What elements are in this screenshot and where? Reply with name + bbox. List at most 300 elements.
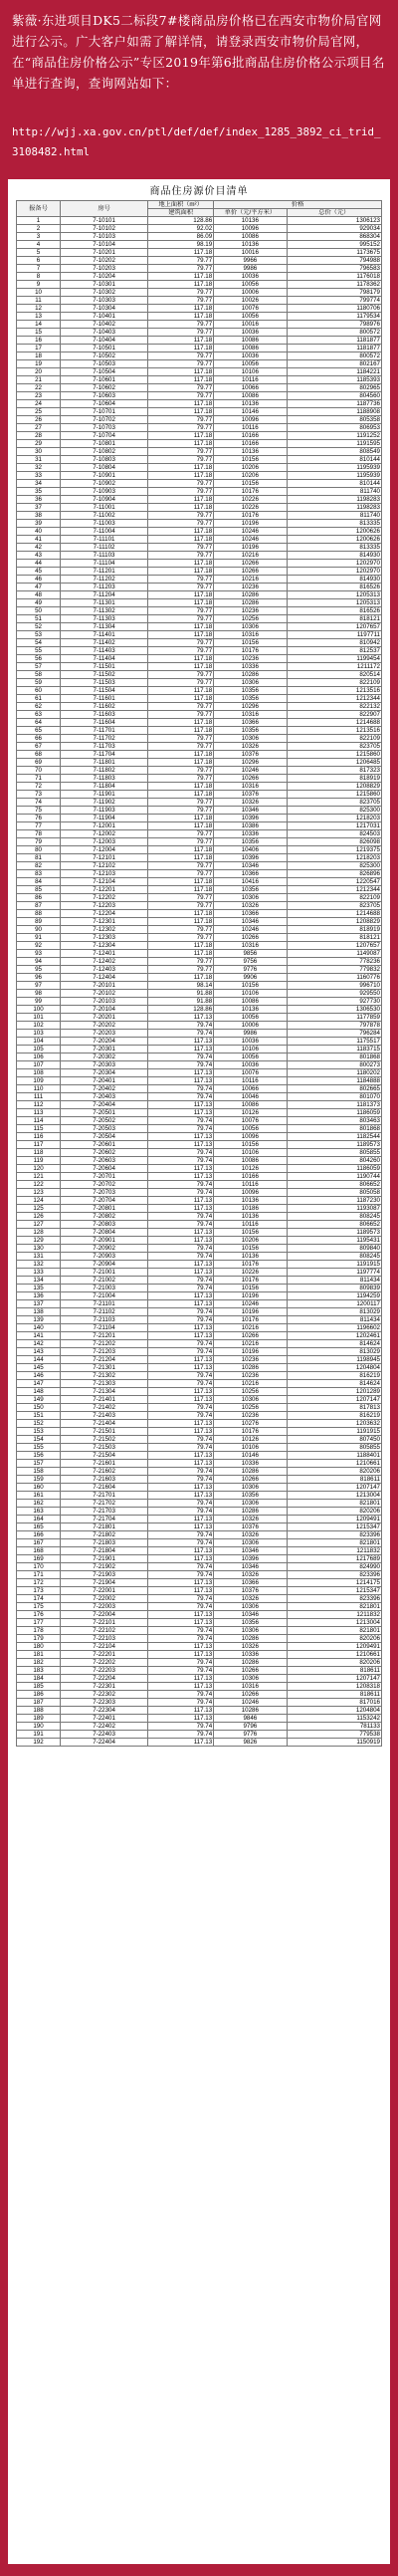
table-row	[17, 655, 382, 663]
cell-area: 117.18	[148, 376, 214, 384]
cell-total-price: 1184888	[287, 1077, 381, 1085]
cell-room: 7-22204	[61, 1675, 148, 1683]
table-row	[17, 743, 382, 751]
cell-total-price: 813029	[287, 1348, 381, 1356]
cell-unit-price: 9796	[214, 1723, 287, 1731]
cell-unit-price: 10266	[214, 1691, 287, 1699]
table-row	[17, 1667, 382, 1675]
cell-area: 117.18	[148, 974, 214, 982]
cell-room: 7-12304	[61, 942, 148, 950]
cell-unit-price: 10256	[214, 1404, 287, 1412]
cell-unit-price: 10216	[214, 1340, 287, 1348]
cell-room: 7-21604	[61, 1484, 148, 1492]
table-row	[17, 1356, 382, 1364]
cell-total-price: 824503	[287, 830, 381, 838]
cell-room: 7-20902	[61, 1245, 148, 1253]
cell-seq: 108	[17, 1069, 61, 1077]
cell-seq: 79	[17, 838, 61, 846]
cell-total-price: 1183715	[287, 1046, 381, 1054]
cell-total-price: 1202970	[287, 560, 381, 568]
cell-area: 79.77	[148, 321, 214, 329]
cell-unit-price: 10326	[214, 902, 287, 910]
table-row	[17, 639, 382, 647]
cell-room: 7-11803	[61, 775, 148, 783]
cell-area: 117.18	[148, 822, 214, 830]
cell-area: 79.74	[148, 1277, 214, 1285]
cell-total-price: 810144	[287, 456, 381, 464]
table-row	[17, 217, 382, 225]
cell-area: 79.77	[148, 894, 214, 902]
cell-total-price: 818121	[287, 934, 381, 942]
cell-seq: 88	[17, 910, 61, 918]
cell-area: 79.74	[148, 1380, 214, 1388]
cell-room: 7-21201	[61, 1332, 148, 1340]
table-row	[17, 910, 382, 918]
cell-area: 79.74	[148, 1245, 214, 1253]
table-row	[17, 1683, 382, 1691]
cell-area: 98.19	[148, 241, 214, 249]
cell-area: 117.18	[148, 464, 214, 472]
cell-unit-price: 10106	[214, 990, 287, 998]
cell-area: 79.77	[148, 512, 214, 520]
table-row	[17, 1516, 382, 1523]
cell-area: 79.77	[148, 735, 214, 743]
table-row	[17, 759, 382, 767]
cell-room: 7-22202	[61, 1659, 148, 1667]
table-row	[17, 257, 382, 265]
cell-total-price: 1153242	[287, 1715, 381, 1723]
cell-total-price: 1213004	[287, 1619, 381, 1627]
cell-unit-price: 10106	[214, 368, 287, 376]
cell-unit-price: 10076	[214, 1069, 287, 1077]
cell-total-price: 813335	[287, 520, 381, 528]
cell-seq: 180	[17, 1643, 61, 1651]
cell-seq: 187	[17, 1699, 61, 1707]
cell-unit-price: 10376	[214, 791, 287, 799]
cell-room: 7-21204	[61, 1356, 148, 1364]
cell-area: 117.18	[148, 663, 214, 671]
table-row	[17, 1563, 382, 1571]
cell-unit-price: 10216	[214, 1380, 287, 1388]
cell-total-price: 1208829	[287, 918, 381, 926]
cell-seq: 17	[17, 345, 61, 352]
cell-room: 7-12104	[61, 878, 148, 886]
cell-unit-price: 10116	[214, 1221, 287, 1229]
cell-room: 7-21404	[61, 1420, 148, 1428]
cell-room: 7-21304	[61, 1388, 148, 1396]
cell-area: 79.77	[148, 902, 214, 910]
cell-total-price: 1215347	[287, 1587, 381, 1595]
cell-area: 117.13	[148, 1173, 214, 1181]
header-area: 建筑面积	[148, 209, 214, 217]
cell-total-price: 822109	[287, 735, 381, 743]
cell-seq: 94	[17, 958, 61, 966]
cell-seq: 41	[17, 536, 61, 544]
cell-unit-price: 10246	[214, 926, 287, 934]
cell-unit-price: 10136	[214, 400, 287, 408]
cell-room: 7-10604	[61, 400, 148, 408]
cell-area: 117.18	[148, 631, 214, 639]
header-area-group: 地上面积（m²）	[148, 201, 214, 209]
cell-unit-price: 10246	[214, 767, 287, 775]
table-row	[17, 1691, 382, 1699]
table-row	[17, 376, 382, 384]
table-row	[17, 1277, 382, 1285]
cell-unit-price: 10066	[214, 384, 287, 392]
cell-room: 7-12101	[61, 854, 148, 862]
cell-unit-price: 10316	[214, 783, 287, 791]
cell-area: 79.77	[148, 607, 214, 615]
cell-total-price: 1207147	[287, 1484, 381, 1492]
cell-area: 117.18	[148, 472, 214, 480]
cell-seq: 144	[17, 1356, 61, 1364]
table-row	[17, 1085, 382, 1093]
cell-unit-price: 10266	[214, 1332, 287, 1340]
cell-total-price: 1177859	[287, 1014, 381, 1022]
cell-unit-price: 10176	[214, 1277, 287, 1285]
table-row	[17, 552, 382, 560]
cell-room: 7-11904	[61, 815, 148, 822]
cell-unit-price: 10196	[214, 1308, 287, 1316]
cell-total-price: 1181877	[287, 337, 381, 345]
cell-area: 79.77	[148, 360, 214, 368]
cell-area: 79.77	[148, 958, 214, 966]
cell-unit-price: 10346	[214, 918, 287, 926]
cell-total-price: 814930	[287, 552, 381, 560]
cell-room: 7-21502	[61, 1436, 148, 1444]
cell-seq: 157	[17, 1460, 61, 1468]
table-row	[17, 392, 382, 400]
cell-area: 79.77	[148, 480, 214, 488]
cell-total-price: 781133	[287, 1723, 381, 1731]
cell-area: 117.18	[148, 727, 214, 735]
cell-total-price: 823705	[287, 902, 381, 910]
cell-total-price: 1203632	[287, 1420, 381, 1428]
table-row	[17, 424, 382, 432]
cell-unit-price: 10356	[214, 838, 287, 846]
cell-area: 117.13	[148, 1739, 214, 1747]
cell-area: 79.74	[148, 1476, 214, 1484]
cell-unit-price: 10056	[214, 1014, 287, 1022]
cell-area: 117.18	[148, 751, 214, 759]
cell-unit-price: 10156	[214, 982, 287, 990]
cell-total-price: 1207147	[287, 1396, 381, 1404]
cell-total-price: 809839	[287, 1285, 381, 1292]
table-row	[17, 1547, 382, 1555]
cell-total-price: 820206	[287, 1635, 381, 1643]
cell-area: 79.74	[148, 1149, 214, 1157]
cell-total-price: 821801	[287, 1627, 381, 1635]
cell-total-price: 814930	[287, 576, 381, 584]
cell-area: 117.13	[148, 1492, 214, 1500]
cell-area: 79.77	[148, 799, 214, 807]
cell-room: 7-11303	[61, 615, 148, 623]
cell-room: 7-11201	[61, 568, 148, 576]
cell-unit-price: 10316	[214, 1683, 287, 1691]
cell-unit-price: 10226	[214, 1269, 287, 1277]
cell-room: 7-21504	[61, 1452, 148, 1460]
cell-area: 117.18	[148, 560, 214, 568]
cell-room: 7-12404	[61, 974, 148, 982]
cell-room: 7-21401	[61, 1396, 148, 1404]
cell-total-price: 1198945	[287, 1356, 381, 1364]
cell-area: 79.74	[148, 1468, 214, 1476]
cell-total-price: 1180706	[287, 305, 381, 313]
cell-area: 117.13	[148, 1611, 214, 1619]
cell-total-price: 779832	[287, 966, 381, 974]
table-row	[17, 512, 382, 520]
cell-area: 79.74	[148, 1667, 214, 1675]
cell-area: 117.13	[148, 1332, 214, 1340]
cell-total-price: 814624	[287, 1380, 381, 1388]
cell-total-price: 1191595	[287, 440, 381, 448]
cell-total-price: 1218203	[287, 854, 381, 862]
cell-area: 117.18	[148, 408, 214, 416]
cell-seq: 109	[17, 1077, 61, 1085]
cell-area: 91.88	[148, 990, 214, 998]
cell-unit-price: 10136	[214, 241, 287, 249]
cell-total-price: 1213004	[287, 1492, 381, 1500]
cell-room: 7-10303	[61, 297, 148, 305]
cell-unit-price: 10106	[214, 1149, 287, 1157]
cell-seq: 178	[17, 1627, 61, 1635]
cell-unit-price: 9846	[214, 1715, 287, 1723]
cell-seq: 39	[17, 520, 61, 528]
cell-room: 7-22004	[61, 1611, 148, 1619]
table-row	[17, 591, 382, 599]
cell-total-price: 1191915	[287, 1428, 381, 1436]
table-row	[17, 560, 382, 568]
table-row	[17, 520, 382, 528]
cell-total-price: 1193087	[287, 1205, 381, 1213]
cell-unit-price: 10386	[214, 822, 287, 830]
cell-unit-price: 10296	[214, 759, 287, 767]
cell-room: 7-11404	[61, 655, 148, 663]
cell-unit-price: 10136	[214, 1006, 287, 1014]
cell-seq: 98	[17, 990, 61, 998]
cell-seq: 151	[17, 1412, 61, 1420]
cell-seq: 13	[17, 313, 61, 321]
cell-total-price: 804260	[287, 1157, 381, 1165]
cell-seq: 104	[17, 1038, 61, 1046]
header-unit-price: 单价（元/平方米）	[214, 209, 287, 217]
table-row	[17, 1261, 382, 1269]
cell-unit-price: 10306	[214, 623, 287, 631]
cell-unit-price: 10206	[214, 464, 287, 472]
cell-area: 79.77	[148, 966, 214, 974]
cell-total-price: 823396	[287, 1595, 381, 1603]
cell-total-price: 812537	[287, 647, 381, 655]
cell-room: 7-10801	[61, 440, 148, 448]
cell-room: 7-21601	[61, 1460, 148, 1468]
table-row	[17, 846, 382, 854]
cell-seq: 175	[17, 1603, 61, 1611]
table-row	[17, 1739, 382, 1747]
cell-area: 79.77	[148, 297, 214, 305]
cell-room: 7-12204	[61, 910, 148, 918]
cell-area: 117.13	[148, 1388, 214, 1396]
cell-seq: 57	[17, 663, 61, 671]
cell-unit-price: 10146	[214, 408, 287, 416]
cell-room: 7-20702	[61, 1181, 148, 1189]
cell-room: 7-10602	[61, 384, 148, 392]
cell-total-price: 1211832	[287, 1547, 381, 1555]
cell-seq: 77	[17, 822, 61, 830]
cell-unit-price: 10306	[214, 1500, 287, 1508]
cell-unit-price: 9756	[214, 958, 287, 966]
cell-unit-price: 10366	[214, 1579, 287, 1587]
cell-area: 79.74	[148, 1125, 214, 1133]
cell-area: 79.77	[148, 488, 214, 496]
cell-seq: 123	[17, 1189, 61, 1197]
cell-room: 7-21203	[61, 1348, 148, 1356]
cell-unit-price: 10246	[214, 536, 287, 544]
cell-seq: 101	[17, 1014, 61, 1022]
cell-seq: 165	[17, 1523, 61, 1531]
cell-area: 128.86	[148, 217, 214, 225]
cell-room: 7-10101	[61, 217, 148, 225]
table-row	[17, 679, 382, 687]
table-row	[17, 1579, 382, 1587]
cell-seq: 106	[17, 1054, 61, 1061]
cell-room: 7-22101	[61, 1619, 148, 1627]
table-row	[17, 894, 382, 902]
cell-seq: 132	[17, 1261, 61, 1269]
cell-unit-price: 10086	[214, 345, 287, 352]
cell-area: 79.77	[148, 576, 214, 584]
cell-area: 117.18	[148, 783, 214, 791]
cell-unit-price: 10316	[214, 942, 287, 950]
cell-seq: 158	[17, 1468, 61, 1476]
cell-seq: 32	[17, 464, 61, 472]
table-row	[17, 1476, 382, 1484]
cell-unit-price: 10336	[214, 1460, 287, 1468]
table-row	[17, 1229, 382, 1237]
cell-total-price: 779538	[287, 1731, 381, 1739]
cell-area: 79.74	[148, 1699, 214, 1707]
cell-total-price: 826896	[287, 870, 381, 878]
query-url[interactable]: http://wjj.xa.gov.cn/ptl/def/def/index_1285_3892_ci_trid_3108482.html	[12, 125, 381, 158]
price-list-sheet	[8, 179, 390, 2564]
cell-room: 7-11103	[61, 552, 148, 560]
table-row	[17, 799, 382, 807]
cell-area: 79.77	[148, 671, 214, 679]
cell-area: 79.74	[148, 1444, 214, 1452]
table-row	[17, 807, 382, 815]
cell-room: 7-11601	[61, 695, 148, 703]
cell-seq: 143	[17, 1348, 61, 1356]
cell-total-price: 822907	[287, 711, 381, 719]
cell-room: 7-21804	[61, 1547, 148, 1555]
cell-area: 79.74	[148, 1603, 214, 1611]
cell-unit-price: 10326	[214, 743, 287, 751]
cell-total-price: 798179	[287, 289, 381, 297]
table-row	[17, 1595, 382, 1603]
cell-seq: 156	[17, 1452, 61, 1460]
cell-room: 7-12102	[61, 862, 148, 870]
cell-total-price: 817323	[287, 767, 381, 775]
cell-room: 7-21903	[61, 1571, 148, 1579]
table-row	[17, 568, 382, 576]
cell-room: 7-11804	[61, 783, 148, 791]
cell-total-price: 1213516	[287, 687, 381, 695]
cell-area: 79.74	[148, 1181, 214, 1189]
cell-area: 117.18	[148, 591, 214, 599]
cell-area: 117.13	[148, 1237, 214, 1245]
cell-area: 79.74	[148, 1117, 214, 1125]
table-row	[17, 838, 382, 846]
cell-seq: 87	[17, 902, 61, 910]
cell-total-price: 1204804	[287, 1707, 381, 1715]
cell-area: 79.77	[148, 679, 214, 687]
cell-seq: 72	[17, 783, 61, 791]
cell-total-price: 1186059	[287, 1109, 381, 1117]
cell-total-price: 816219	[287, 1412, 381, 1420]
cell-unit-price: 10176	[214, 1261, 287, 1269]
cell-area: 79.77	[148, 392, 214, 400]
cell-room: 7-10503	[61, 360, 148, 368]
cell-total-price: 1205313	[287, 599, 381, 607]
cell-unit-price: 10156	[214, 1285, 287, 1292]
cell-room: 7-10501	[61, 345, 148, 352]
cell-total-price: 813029	[287, 1308, 381, 1316]
table-row	[17, 1619, 382, 1627]
cell-room: 7-22102	[61, 1627, 148, 1635]
cell-total-price: 1180202	[287, 1069, 381, 1077]
cell-total-price: 927730	[287, 998, 381, 1006]
table-row	[17, 1675, 382, 1683]
cell-seq: 47	[17, 584, 61, 591]
cell-room: 7-11002	[61, 512, 148, 520]
table-row	[17, 1030, 382, 1038]
cell-seq: 51	[17, 615, 61, 623]
cell-seq: 189	[17, 1715, 61, 1723]
cell-area: 117.13	[148, 1715, 214, 1723]
cell-room: 7-21901	[61, 1555, 148, 1563]
cell-total-price: 800273	[287, 1061, 381, 1069]
table-row	[17, 615, 382, 623]
cell-total-price: 1210661	[287, 1651, 381, 1659]
table-row	[17, 464, 382, 472]
cell-room: 7-20502	[61, 1117, 148, 1125]
cell-area: 79.74	[148, 1340, 214, 1348]
cell-room: 7-22304	[61, 1707, 148, 1715]
cell-area: 117.18	[148, 599, 214, 607]
cell-room: 7-10203	[61, 265, 148, 273]
cell-unit-price: 10266	[214, 775, 287, 783]
cell-total-price: 929034	[287, 225, 381, 233]
cell-room: 7-12001	[61, 822, 148, 830]
cell-unit-price: 10096	[214, 225, 287, 233]
cell-total-price: 811434	[287, 1277, 381, 1285]
cell-seq: 114	[17, 1117, 61, 1125]
table-row	[17, 1213, 382, 1221]
cell-seq: 155	[17, 1444, 61, 1452]
cell-room: 7-20401	[61, 1077, 148, 1085]
cell-room: 7-22404	[61, 1739, 148, 1747]
cell-area: 91.88	[148, 998, 214, 1006]
cell-unit-price: 10086	[214, 392, 287, 400]
cell-unit-price: 10286	[214, 599, 287, 607]
cell-unit-price: 10306	[214, 1627, 287, 1635]
table-row	[17, 1731, 382, 1739]
table-row	[17, 1332, 382, 1340]
cell-room: 7-11502	[61, 671, 148, 679]
table-row	[17, 1197, 382, 1205]
cell-total-price: 810144	[287, 480, 381, 488]
cell-total-price: 802167	[287, 360, 381, 368]
cell-room: 7-10204	[61, 273, 148, 281]
